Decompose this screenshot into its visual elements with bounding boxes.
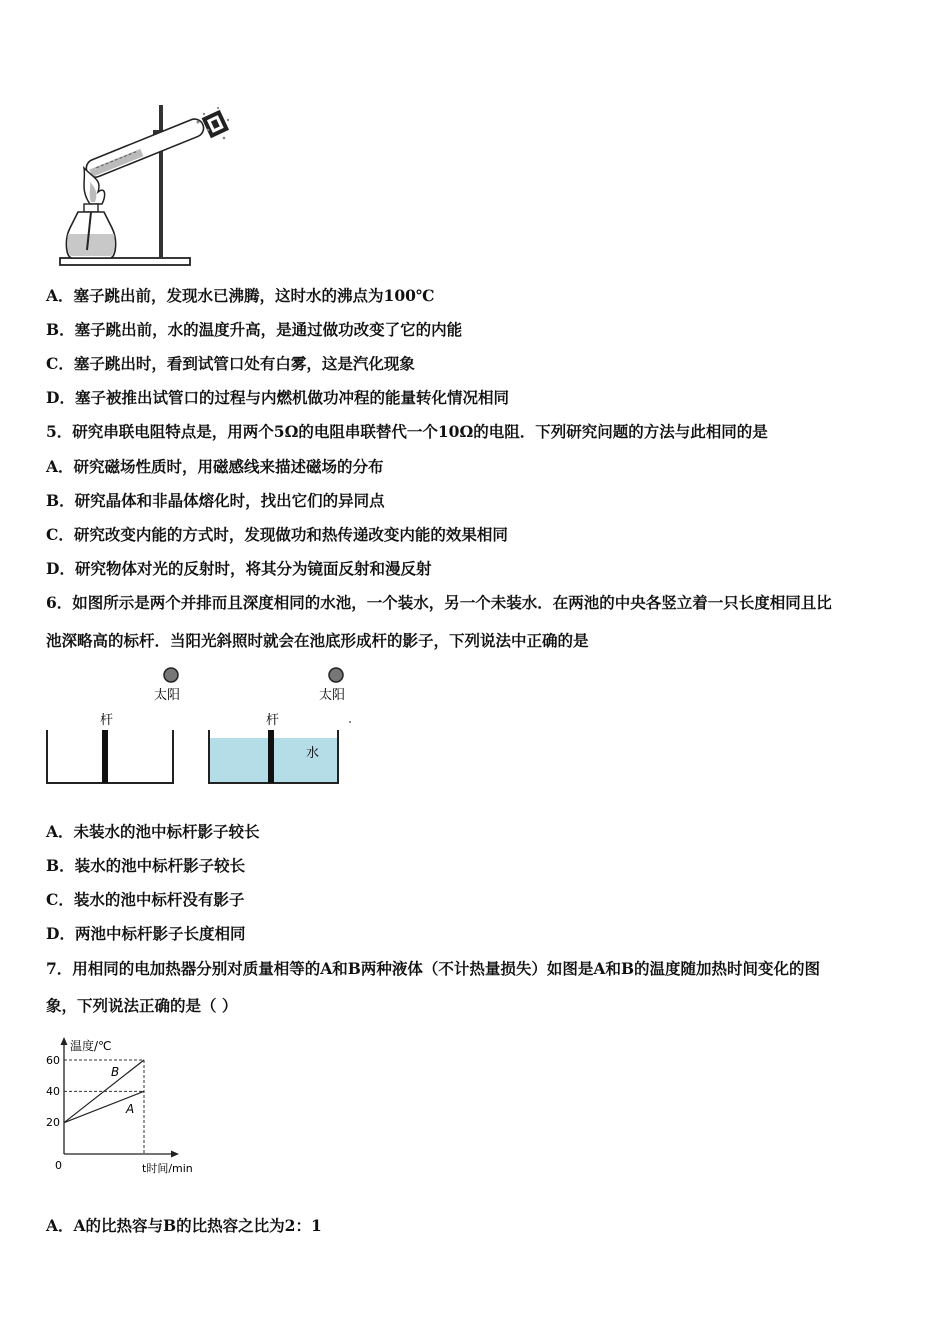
sun-icon-right bbox=[329, 668, 343, 682]
x-axis-label: t时间/min bbox=[142, 1162, 193, 1175]
q4-option-a: A．塞子跳出前，发现水已沸腾，这时水的沸点为100℃ bbox=[46, 286, 435, 305]
sun-label-left: 太阳 bbox=[154, 688, 181, 703]
q6-stem-line1: 6．如图所示是两个并排而且深度相同的水池，一个装水，另一个未装水．在两池的中央各竖立着一只长度相同且比 bbox=[46, 593, 832, 612]
q5-option-c: C．研究改变内能的方式时，发现做功和热传递改变内能的效果相同 bbox=[46, 525, 508, 544]
pool-empty bbox=[47, 730, 173, 783]
q5-option-a: A．研究磁场性质时，用磁感线来描述磁场的分布 bbox=[46, 457, 384, 476]
q7-stem-line2: 象，下列说法正确的是（ ） bbox=[46, 996, 238, 1015]
q5-option-d: D．研究物体对光的反射时，将其分为镜面反射和漫反射 bbox=[46, 559, 432, 578]
rod-label-right: 杆 bbox=[266, 713, 280, 728]
rod-left bbox=[102, 730, 108, 783]
q4-option-b: B．塞子跳出前，水的温度升高，是通过做功改变了它的内能 bbox=[46, 320, 463, 339]
series-label-b: B bbox=[111, 1065, 120, 1079]
test-tube-apparatus-figure bbox=[58, 100, 233, 270]
q7-option-a: A．A的比热容与B的比热容之比为2：1 bbox=[46, 1216, 322, 1235]
alcohol-lamp bbox=[66, 204, 115, 258]
sun-label-right: 太阳 bbox=[319, 688, 346, 703]
y-tick-40: 40 bbox=[46, 1085, 60, 1098]
q6-stem-line2: 池深略高的标杆．当阳光斜照时就会在池底形成杆的影子，下列说法中正确的是 bbox=[46, 631, 589, 650]
q7-stem-line1: 7．用相同的电加热器分别对质量相等的A和B两种液体（不计热量损失）如图是A和B的温度随加热时间变化的图 bbox=[46, 959, 821, 978]
q6-option-a: A．未装水的池中标杆影子较长 bbox=[46, 822, 260, 841]
q5-stem: 5．研究串联电阻特点是，用两个5Ω的电阻串联替代一个10Ω的电阻．下列研究问题的方法与此相同的是 bbox=[46, 422, 768, 441]
stand-base bbox=[60, 258, 190, 265]
q6-option-d: D．两池中标杆影子长度相同 bbox=[46, 924, 246, 943]
x-axis-arrow bbox=[171, 1151, 179, 1158]
water-label: 水 bbox=[306, 746, 320, 761]
q4-option-d: D．塞子被推出试管口的过程与内燃机做功冲程的能量转化情况相同 bbox=[46, 388, 509, 407]
q6-option-c: C．装水的池中标杆没有影子 bbox=[46, 890, 245, 909]
rod-right bbox=[268, 730, 274, 783]
dot-mark bbox=[349, 721, 351, 723]
y-tick-60: 60 bbox=[46, 1054, 60, 1067]
y-axis-label: 温度/℃ bbox=[70, 1039, 112, 1053]
q4-option-c: C．塞子跳出时，看到试管口处有白雾，这是汽化现象 bbox=[46, 354, 415, 373]
stand-rod bbox=[159, 105, 163, 258]
q5-option-b: B．研究晶体和非晶体熔化时，找出它们的异同点 bbox=[46, 491, 385, 510]
y-axis-arrow bbox=[61, 1037, 68, 1045]
origin-label: 0 bbox=[55, 1159, 62, 1172]
pools-figure bbox=[44, 664, 364, 789]
q6-option-b: B．装水的池中标杆影子较长 bbox=[46, 856, 246, 875]
y-tick-20: 20 bbox=[46, 1116, 60, 1129]
stopper bbox=[202, 110, 229, 138]
rod-label-left: 杆 bbox=[100, 713, 114, 728]
series-label-a: A bbox=[126, 1102, 135, 1116]
temperature-time-chart bbox=[40, 1034, 220, 1179]
sun-icon-left bbox=[164, 668, 178, 682]
test-tube bbox=[84, 116, 207, 180]
